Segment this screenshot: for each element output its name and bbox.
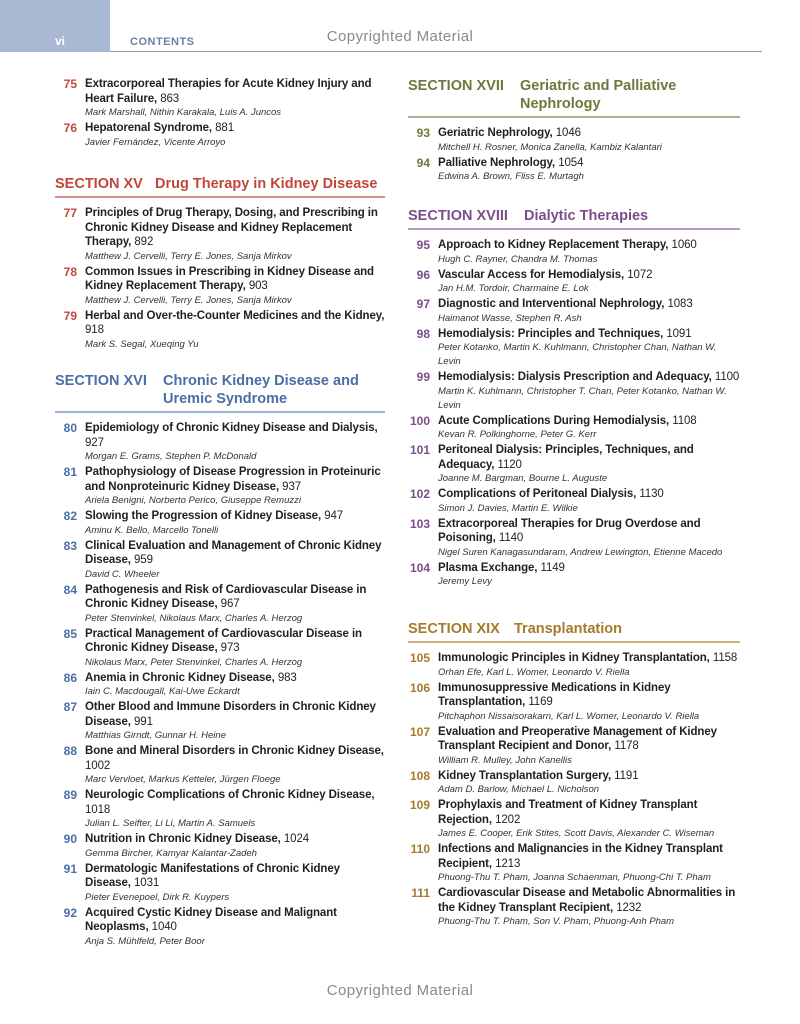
chapter-title: Other Blood and Immune Disorders in Chronic Kidney Disease, [85,701,376,728]
header-rule [110,51,762,52]
chapter-authors: Haimanot Wasse, Stephen R. Ash [438,312,582,324]
chapter-number: 94 [416,155,430,170]
chapter-authors: Morgan E. Grams, Stephen P. McDonald [85,451,257,462]
chapter-page: 937 [282,480,302,493]
chapter-number: 93 [416,126,430,140]
chapter-title-line [438,769,740,784]
chapter-authors: Mark S. Segal, Xueqing Yu [85,338,199,350]
chapter-authors: Phuong-Thu T. Pham, Son V. Pham, Phuong-Anh Pham [438,916,675,927]
chapter-authors: Joanne M. Bargman, Bourne L. Auguste [438,473,608,484]
chapter-title-line [85,862,385,891]
chapter-title-line [85,465,385,494]
section-label: SECTION XV [55,176,143,192]
section-entries [55,206,385,352]
chapter-title-line [438,414,740,429]
chapter-title: Kidney Transplantation Surgery, [438,769,612,782]
chapter-number: 89 [63,788,77,802]
toc-entry [408,725,740,768]
chapter-authors: Julian L. Seifter, Li Li, Martin A. Samuels [85,818,256,829]
chapter-title: Immunosuppressive Medications in Kidney Transplantation, [438,681,671,708]
chapter-title-line [438,126,740,141]
chapter-title-line [438,487,740,502]
toc-entry [55,121,385,150]
chapter-title: Pathophysiology of Disease Progression in Proteinuric and Nonproteinuric Kidney Disease, [85,466,381,493]
chapter-page: 973 [220,642,240,654]
chapter-number: 85 [63,626,77,641]
chapter-authors: Ariela Benigni, Norberto Perico, Giuseppe Remuzzi [85,495,301,506]
toc-entry [408,238,740,267]
chapter-authors: Jeremy Levy [438,576,492,587]
chapter-number: 92 [63,905,77,920]
chapter-page: 1040 [151,921,177,933]
section-title: Geriatric and Palliative Nephrology [520,78,677,112]
section-entries [408,126,740,184]
chapter-number: 87 [63,700,77,714]
chapter-page: 881 [215,122,234,134]
chapter-authors: Matthias Girndt, Gunnar H. Heine [85,730,226,741]
chapter-page: 1191 [614,769,639,782]
chapter-authors: William R. Mulley, John Kanellis [438,754,572,766]
chapter-number: 101 [409,443,430,457]
section-heading [55,175,385,198]
section-label: SECTION XVII [408,78,504,94]
chapter-number: 82 [63,509,77,523]
chapter-title-line [85,906,385,935]
chapter-authors: James E. Cooper, Erik Stites, Scott Davis, Alexander C. Wiseman [438,828,715,839]
chapter-number: 90 [63,832,77,846]
chapter-title: Diagnostic and Interventional Nephrology, [438,298,665,310]
chapter-number: 83 [63,538,77,553]
section-heading [55,372,385,413]
toc-entry [408,842,740,885]
chapter-title-line [438,238,740,253]
chapter-title: Immunologic Principles in Kidney Transplantation, [438,652,710,664]
chapter-title: Epidemiology of Chronic Kidney Disease and Dialysis, [85,422,378,434]
chapter-page: 1072 [627,268,653,281]
chapter-number: 106 [409,680,430,695]
chapter-number: 78 [63,264,77,279]
chapter-page: 947 [324,510,344,522]
toc-entry [55,700,385,743]
chapter-page: 1149 [540,561,565,574]
chapter-title-line [85,265,385,294]
watermark-bottom: Copyrighted Material [326,982,474,999]
chapter-authors: Aminu K. Bello, Marcello Tonelli [85,524,219,536]
chapter-title-line [438,842,740,871]
chapter-title: Common Issues in Prescribing in Kidney Disease and Kidney Replacement Therapy, [85,265,374,292]
toc-entry [408,886,740,929]
chapter-title-line [438,886,740,915]
section-title: Chronic Kidney Disease and Uremic Syndrome [163,373,359,407]
chapter-authors: Edwina A. Brown, Fliss E. Murtagh [438,171,584,182]
chapter-authors: Gemma Bircher, Kamyar Kalantar-Zadeh [85,847,257,859]
chapter-authors: Pieter Evenepoel, Dirk R. Kuypers [85,891,230,903]
chapter-title: Prophylaxis and Treatment of Kidney Transplant Rejection, [438,799,698,826]
chapter-page: 1091 [666,327,692,340]
toc-entry [408,370,740,413]
chapter-page: 991 [133,715,153,728]
chapter-page: 1054 [558,156,584,169]
chapter-title: Hemodialysis: Principles and Techniques, [438,327,664,340]
chapter-title-line [438,517,740,546]
chapter-title: Plasma Exchange, [438,561,538,574]
chapter-page: 892 [134,236,154,248]
chapter-title-line [438,651,740,666]
section-xviii [408,207,740,590]
chapter-number: 79 [63,308,77,323]
section-entries [408,651,740,929]
chapter-authors: Javier Fernández, Vicente Arroyo [85,136,226,148]
toc-entry [408,126,740,155]
chapter-page: 918 [85,324,104,336]
chapter-number: 102 [409,487,430,501]
chapter-number: 91 [63,861,77,876]
chapter-number: 96 [416,267,430,282]
section-label: SECTION XIX [408,621,500,637]
chapter-authors: Mark Marshall, Nithin Karakala, Luis A. Juncos [85,107,282,118]
chapter-number: 84 [63,582,77,597]
chapter-authors: Anja S. Mühlfeld, Peter Boor [85,935,205,947]
toc-entry [408,156,740,185]
chapter-title: Principles of Drug Therapy, Dosing, and Prescribing in Chronic Kidney Disease and Kidney Replacement Therapy, [85,207,378,248]
chapter-page: 1083 [667,298,693,310]
chapter-page: 983 [277,671,297,684]
chapter-number: 100 [409,413,430,428]
chapter-number: 75 [63,77,77,91]
chapter-number: 99 [416,370,430,384]
chapter-title: Hemodialysis: Dialysis Prescription and Adequacy, [438,371,712,383]
toc-entry [408,651,740,680]
chapter-authors: Phuong-Thu T. Pham, Joanna Schaenman, Phuong-Chi T. Pham [438,872,711,883]
chapter-page: 1060 [671,239,697,251]
toc-entry [55,832,385,861]
running-title: CONTENTS [130,36,195,48]
chapter-page: 903 [248,280,268,292]
chapter-title: Vascular Access for Hemodialysis, [438,268,625,281]
section-heading [408,620,740,643]
toc-entry [408,414,740,443]
chapter-title-line [85,700,385,729]
page-number: vi [55,34,66,48]
chapter-title: Extracorporeal Therapies for Drug Overdose and Poisoning, [438,517,701,544]
chapter-title-line [85,206,385,250]
chapter-page: 1031 [133,877,160,889]
chapter-number: 98 [416,326,430,341]
chapter-number: 76 [63,121,77,135]
chapter-title: Herbal and Over-the-Counter Medicines and the Kidney, [85,309,385,322]
chapter-title: Hepatorenal Syndrome, [85,122,212,134]
chapter-page: 927 [85,436,104,449]
chapter-title-line [438,681,740,710]
toc-entry [408,681,740,724]
chapter-page: 1130 [639,488,664,500]
chapter-title: Complications of Peritoneal Dialysis, [438,488,637,500]
chapter-title-line [438,327,740,342]
toc-entry [55,583,385,626]
chapter-title: Evaluation and Preoperative Management of Kidney Transplant Recipient and Donor, [438,725,717,752]
chapter-title-line [85,121,385,136]
section-heading [408,207,740,230]
chapter-title: Acquired Cystic Kidney Disease and Malignant Neoplasms, [85,906,337,933]
chapter-authors: Nigel Suren Kanagasundaram, Andrew Lewington, Etienne Macedo [438,546,723,558]
chapter-authors: Hugh C. Rayner, Chandra M. Thomas [438,253,598,265]
chapter-authors: Adam D. Barlow, Michael L. Nicholson [438,784,600,795]
chapter-number: 109 [409,798,430,812]
toc-entry [408,517,740,560]
chapter-authors: Marc Vervloet, Markus Ketteler, Jürgen Floege [85,774,281,785]
section-xix [408,620,740,930]
chapter-authors: Iain C. Macdougall, Kai-Uwe Eckardt [85,686,240,697]
chapter-title: Pathogenesis and Risk of Cardiovascular Disease in Chronic Kidney Disease, [85,583,367,610]
chapter-page: 1202 [495,813,521,826]
chapter-title: Bone and Mineral Disorders in Chronic Kidney Disease, [85,745,384,757]
toc-entry [408,297,740,326]
chapter-number: 104 [409,560,430,575]
toc-entry [55,465,385,508]
chapter-authors: Matthew J. Cervelli, Terry E. Jones, Sanja Mirkov [85,294,292,306]
toc-entry [408,268,740,297]
chapter-number: 97 [416,297,430,311]
chapter-number: 105 [409,651,430,665]
chapter-title-line [85,583,385,612]
toc-entry [408,798,740,841]
chapter-title: Acute Complications During Hemodialysis, [438,414,670,427]
chapter-title-line [85,788,385,817]
toc-entry [55,265,385,308]
chapter-title: Clinical Evaluation and Management of Chronic Kidney Disease, [85,539,382,566]
section-heading [408,77,740,118]
chapter-authors: Peter Kotanko, Martin K. Kuhlmann, Christopher Chan, Nathan W. Levin [438,342,717,367]
toc-entry [55,906,385,949]
chapter-number: 95 [416,238,430,252]
chapter-title-line [438,798,740,827]
chapter-authors: Jan H.M. Tordoir, Charmaine E. Lok [438,283,589,294]
chapter-page: 1213 [495,857,521,870]
chapter-authors: Orhan Efe, Karl L. Womer, Leonardo V. Riella [438,666,630,678]
chapter-page: 1108 [672,414,697,427]
chapter-page: 1232 [616,901,642,914]
chapter-page: 1024 [283,833,310,845]
chapter-page: 1158 [712,652,738,664]
chapter-title-line [85,509,385,524]
chapter-page: 1120 [497,458,522,471]
toc-entry [408,769,740,798]
chapter-authors: Nikolaus Marx, Peter Stenvinkel, Charles A. Herzog [85,656,303,668]
chapter-page: 1002 [85,759,111,772]
chapter-title-line [85,421,385,450]
chapter-page: 1140 [498,532,524,544]
section-title: Drug Therapy in Kidney Disease [155,176,378,192]
section-title: Transplantation [514,621,622,637]
chapter-title-line [85,77,385,106]
chapter-number: 107 [409,724,430,739]
chapter-page: 1100 [714,371,740,383]
chapter-title-line [438,297,740,312]
toc-entry [55,509,385,538]
section-entries [408,238,740,589]
chapter-number: 103 [409,516,430,531]
toc-entry [55,671,385,700]
chapter-title-line [438,443,740,472]
chapter-authors: Pitchaphon Nissaisorakarn, Karl L. Womer, Leonardo V. Riella [438,710,700,722]
chapter-number: 80 [63,421,77,435]
lead-entries [55,77,385,151]
toc-entry [408,327,740,370]
chapter-authors: Kevan R. Polkinghorne, Peter G. Kerr [438,429,597,440]
chapter-number: 108 [409,768,430,783]
chapter-title-line [85,539,385,568]
toc-entry [408,443,740,486]
chapter-authors: Peter Stenvinkel, Nikolaus Marx, Charles A. Herzog [85,612,303,624]
chapter-title: Dermatologic Manifestations of Chronic Kidney Disease, [85,862,340,889]
chapter-number: 86 [63,670,77,685]
chapter-number: 77 [63,206,77,220]
toc-entry [55,788,385,831]
chapter-title: Cardiovascular Disease and Metabolic Abnormalities in the Kidney Transplant Recipient, [438,887,736,914]
chapter-title: Nutrition in Chronic Kidney Disease, [85,833,281,845]
section-xvi [55,372,385,950]
chapter-title: Slowing the Progression of Kidney Disease, [85,510,322,522]
chapter-title-line [85,744,385,773]
toc-entry [408,561,740,590]
chapter-page: 967 [220,598,240,610]
section-label: SECTION XVI [55,373,147,389]
chapter-authors: Simon J. Davies, Martin E. Wilkie [438,502,578,514]
chapter-number: 88 [63,744,77,758]
watermark-top: Copyrighted Material [326,28,474,45]
toc-entry [55,206,385,264]
chapter-title-line [438,156,740,171]
section-xv [55,175,385,353]
chapter-number: 81 [63,465,77,479]
toc-entry [55,539,385,582]
toc-entry [55,421,385,464]
chapter-title: Peritoneal Dialysis: Principles, Techniques, and Adequacy, [438,444,694,471]
section-label: SECTION XVIII [408,208,508,224]
chapter-page: 1178 [614,740,639,752]
chapter-page: 863 [160,92,180,105]
toc-entry [55,862,385,905]
chapter-title-line [85,309,385,338]
chapter-page: 1018 [85,803,111,816]
chapter-title-line [438,370,740,385]
chapter-title: Geriatric Nephrology, [438,127,553,139]
chapter-title-line [438,268,740,283]
chapter-title: Palliative Nephrology, [438,156,556,169]
chapter-title-line [85,832,385,847]
chapter-number: 111 [411,886,430,900]
chapter-title-line [85,627,385,656]
chapter-title: Approach to Kidney Replacement Therapy, [438,239,669,251]
chapter-title-line [438,725,740,754]
section-xvii [408,77,740,185]
section-title: Dialytic Therapies [524,208,649,224]
chapter-page: 1169 [528,696,553,708]
chapter-page: 959 [133,554,153,566]
toc-entry [55,744,385,787]
chapter-title: Practical Management of Cardiovascular Disease in Chronic Kidney Disease, [85,627,362,654]
section-entries [55,421,385,949]
chapter-authors: Martin K. Kuhlmann, Christopher T. Chan, Peter Kotanko, Nathan W. Levin [438,385,727,411]
chapter-page: 1046 [555,127,581,139]
chapter-authors: Matthew J. Cervelli, Terry E. Jones, Sanja Mirkov [85,250,292,262]
chapter-title: Neurologic Complications of Chronic Kidney Disease, [85,789,375,801]
chapter-title-line [438,561,740,576]
toc-entry [55,77,385,120]
chapter-number: 110 [410,842,430,856]
chapter-authors: Mitchell H. Rosner, Monica Zanella, Kambiz Kalantari [438,141,662,153]
toc-entry [55,627,385,670]
chapter-title: Anemia in Chronic Kidney Disease, [85,671,275,684]
toc-entry [408,487,740,516]
chapter-title-line [85,671,385,686]
chapter-title: Infections and Malignancies in the Kidney Transplant Recipient, [438,843,723,870]
chapter-title: Extracorporeal Therapies for Acute Kidney Injury and Heart Failure, [85,78,372,105]
toc-entry [55,309,385,352]
chapter-authors: David C. Wheeler [85,568,160,580]
